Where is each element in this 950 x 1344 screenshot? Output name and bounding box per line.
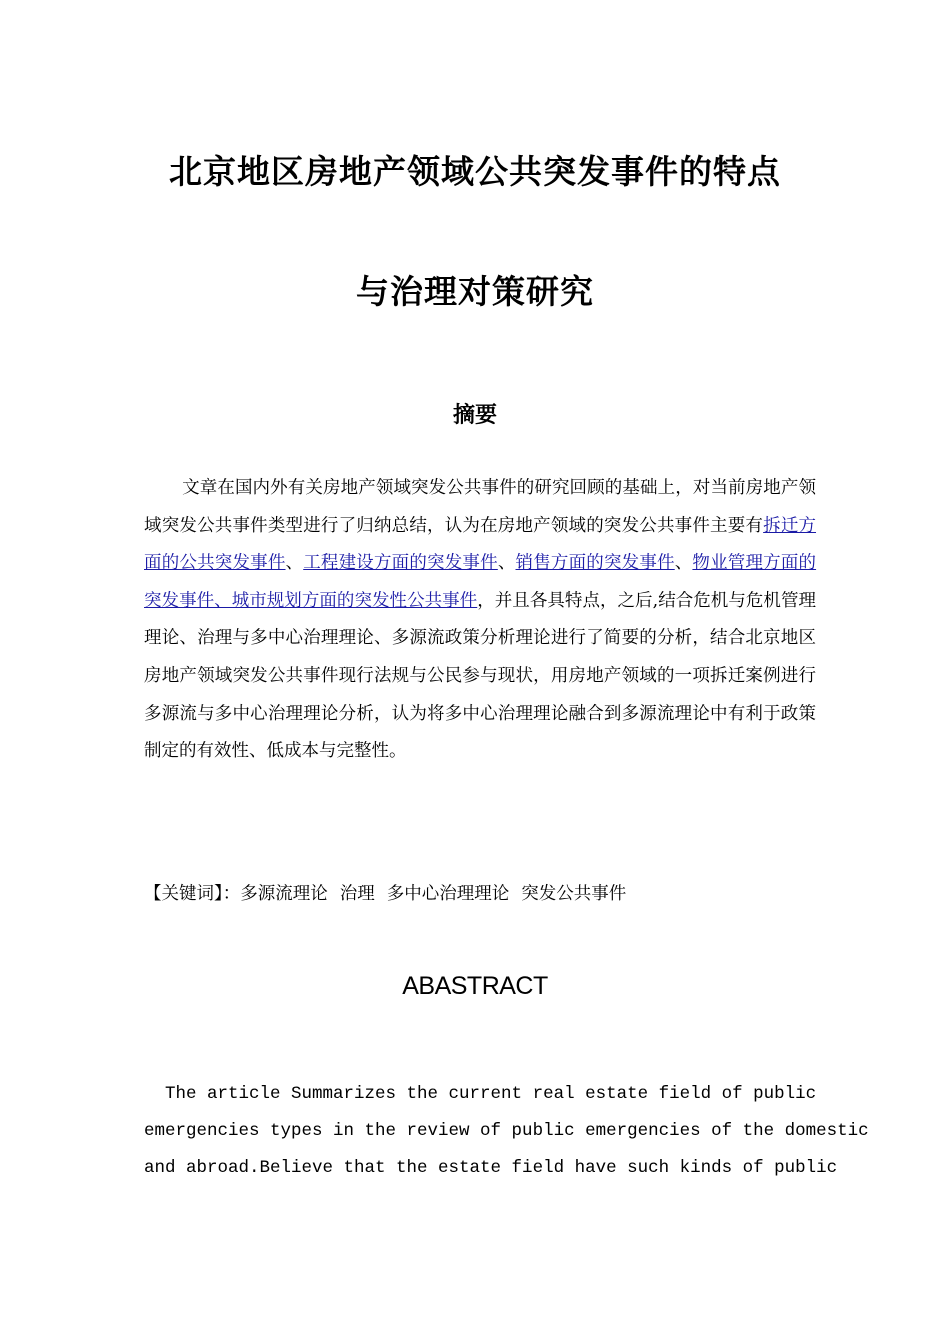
abstract-rest: ，并且各具特点，之后,结合危机与危机管理理论、治理与多中心治理理论、多源流政策分析理论进行了简要的分析，结合北京地区房地产领域突发公共事件现行法规与公民参与现状，用房地产领域的一项拆迁案例进行多源流与多中心治理理论分析，认为将多中心治理理论融合到多源流理论中有利于政策制定的有效性、低成本与完整性。 <box>144 590 816 762</box>
abstract-en-line: and abroad.Believe that the estate field have such kinds of public <box>144 1158 838 1178</box>
title-line-2: 与治理对策研究 <box>356 272 594 311</box>
separator: 、 <box>497 553 516 574</box>
abstract-en-line: emergencies types in the review of public emergencies of the domestic <box>144 1121 869 1141</box>
keyword-item: 多源流理论 <box>240 884 328 904</box>
link-demolition-events[interactable]: 拆迁方面的公共突发事件 <box>144 515 817 574</box>
keyword-item: 治理 <box>339 884 375 904</box>
link-property-planning-events[interactable]: 物业管理方面的突发事件、城市规划方面的突发性公共事件 <box>144 553 817 611</box>
abstract-heading-zh: 摘要 <box>452 403 497 428</box>
abstract-body-en <box>144 1076 869 1187</box>
keyword-item: 多中心治理理论 <box>386 884 510 904</box>
abstract-intro: 文章在国内外有关房地产领域突发公共事件的研究回顾的基础上，对当前房地产领域突发公共事件类型进行了归纳总结，认为在房地产领域的突发公共事件主要有 <box>144 478 816 536</box>
link-construction-events[interactable]: 工程建设方面的突发事件 <box>303 553 498 574</box>
title-line-1: 北京地区房地产领域公共突发事件的特点 <box>169 152 781 191</box>
keywords-line <box>144 880 816 905</box>
keyword-item: 突发公共事件 <box>521 884 627 904</box>
abstract-en-line: The article Summarizes the current real estate field of public <box>144 1084 817 1104</box>
abstract-heading-en: ABASTRACT <box>402 972 548 1000</box>
separator: 、 <box>674 553 693 574</box>
link-sales-events[interactable]: 销售方面的突发事件 <box>515 553 675 574</box>
separator: 、 <box>285 553 304 574</box>
keywords-label: 【关键词】： <box>144 884 241 904</box>
abstract-body-zh <box>144 470 816 771</box>
